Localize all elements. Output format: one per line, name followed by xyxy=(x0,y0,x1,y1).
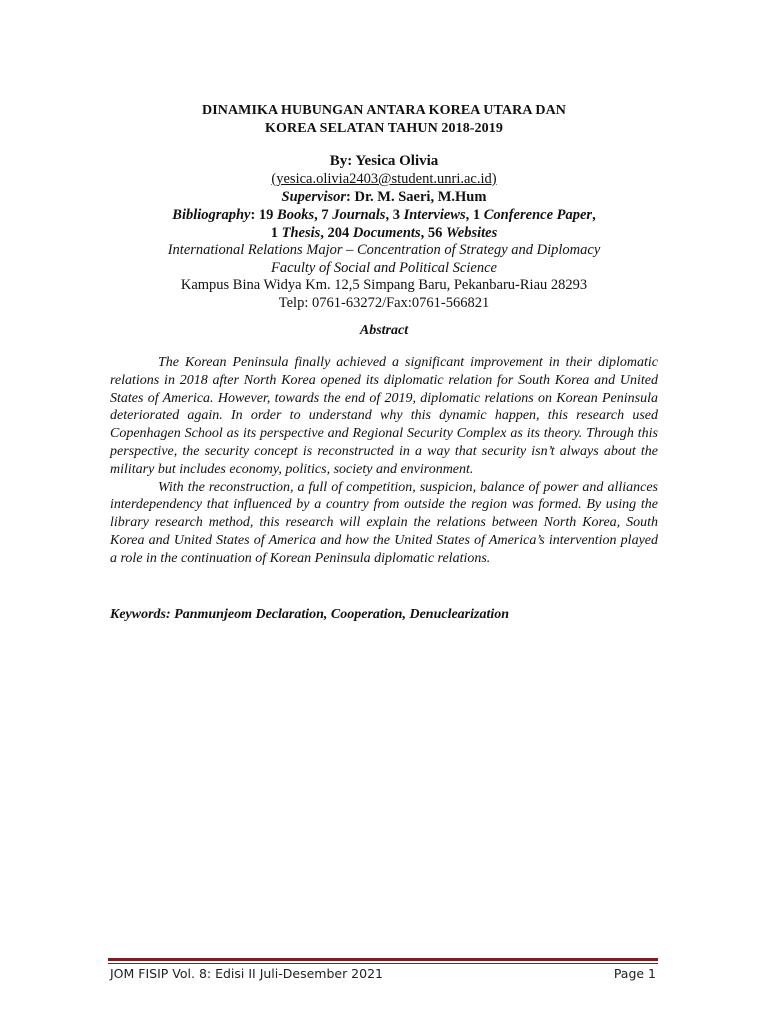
web-label: Websites xyxy=(445,225,498,241)
web-count: , 56 xyxy=(420,225,446,241)
books-label: Books xyxy=(277,207,315,223)
abstract-body xyxy=(110,354,658,568)
author-byline: By: Yesica Olivia xyxy=(329,153,439,169)
paper-title xyxy=(0,102,768,138)
supervisor-label: Supervisor xyxy=(281,189,347,205)
abstract-paragraph-2: With the reconstruction, a full of competition, suspicion, balance of power and alliances interdependency that influenced by a country from outside the region was formed. By using the library research method, this research will explain the relations between North Korea, South Korea and United States of America and how the United States of America’s intervention played a role in the continuation of Korean Peninsula diplomatic relations. xyxy=(110,479,658,566)
docs-label: Documents xyxy=(352,225,421,241)
faculty-line: Faculty of Social and Political Science xyxy=(271,260,497,276)
campus-address: Kampus Bina Widya Km. 12,5 Simpang Baru, Pekanbaru-Riau 28293 xyxy=(180,277,588,293)
major-line: International Relations Major – Concentration of Strategy and Diplomacy xyxy=(167,242,601,258)
bibliography-label: Bibliography xyxy=(172,207,251,223)
author-email: (yesica.olivia2403@student.unri.ac.id) xyxy=(271,171,497,187)
thesis-label: Thesis xyxy=(281,225,321,241)
journals-label: Journals xyxy=(332,207,386,223)
docs-count: , 204 xyxy=(320,225,353,241)
title-line-2: KOREA SELATAN TAHUN 2018-2019 xyxy=(265,121,503,136)
footer-rule xyxy=(108,958,658,961)
conf-count: , 1 xyxy=(465,207,484,223)
title-line-1: DINAMIKA HUBUNGAN ANTARA KOREA UTARA DAN xyxy=(201,103,566,118)
supervisor-line xyxy=(0,188,768,206)
thesis-count: 1 xyxy=(270,225,282,241)
bibliography-line-2 xyxy=(0,224,768,242)
supervisor-name: : Dr. M. Saeri, M.Hum xyxy=(346,189,487,205)
interviews-count: , 3 xyxy=(385,207,404,223)
keywords-line: Keywords: Panmunjeom Declaration, Cooperation, Denuclearization xyxy=(110,607,510,622)
journals-count: , 7 xyxy=(314,207,333,223)
telp-fax: Telp: 0761-63272/Fax:0761-566821 xyxy=(278,295,490,311)
footer-page-number: Page 1 xyxy=(613,966,656,981)
abstract-heading: Abstract xyxy=(359,323,409,338)
bibliography-sep: : xyxy=(250,207,259,223)
abstract-paragraph-1: The Korean Peninsula finally achieved a significant improvement in their diplomatic relations in 2018 after North Korea opened its diplomatic relation for South Korea and United States of America. However, towards the end of 2019, diplomatic relations on Korean Peninsula deteriorated again. In order to understand why this dynamic happen, this research used Copenhagen School as its perspective and Regional Security Complex as its theory. Through this perspective, the security concept is reconstructed in a way that security isn’t always about the military but includes economy, politics, society and environment. xyxy=(110,355,658,477)
interviews-label: Interviews xyxy=(403,207,466,223)
footer-journal: JOM FISIP Vol. 8: Edisi II Juli-Desember 2021 xyxy=(110,966,383,981)
bibliography-line-1 xyxy=(0,206,768,224)
conf-label: Conference Paper xyxy=(483,207,593,223)
books-count: 19 xyxy=(258,207,278,223)
footer-rule-thin xyxy=(108,963,658,964)
bibliography-end: , xyxy=(592,207,596,223)
